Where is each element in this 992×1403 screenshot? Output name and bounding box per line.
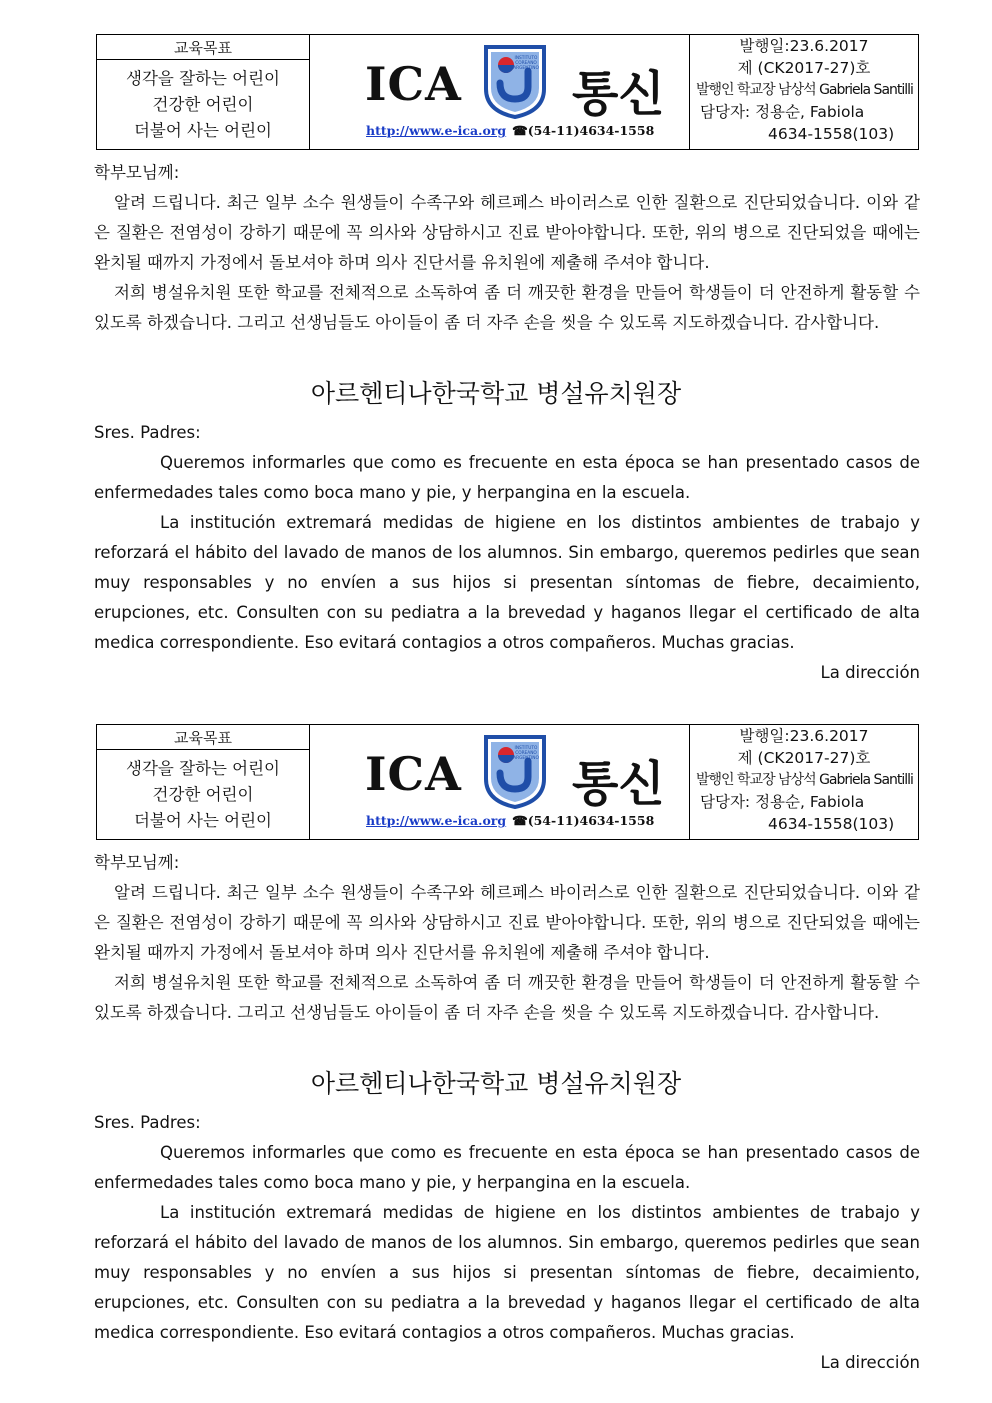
spanish-paragraph-2: La institución extremará medidas de higiene en los distintos ambientes de trabajo y reforzará el hábito del lavado de manos de los alumnos. Sin embargo, queremos pedirles que sean muy responsables y no envíen a sus hijos si presentan síntomas de fiebre, decaimiento, erupciones, etc. Consulten con su pediatra a la brevedad y haganos llegar el certificado de alta medica correspondiente. Eso evitará contagios a otros compañeros. Muchas gracias. [94, 513, 920, 652]
korean-signature: 아르헨티나한국학교 병설유치원장 [310, 1069, 682, 1098]
korean-greeting: 학부모님께: [94, 853, 180, 872]
emblem-text-3: ARGENTINO [513, 66, 539, 71]
brand-name: ICA [365, 57, 462, 111]
phone-number: ☎(54-11)4634-1558 [512, 813, 655, 828]
spanish-greeting: Sres. Padres: [94, 1113, 201, 1132]
spanish-notice [94, 418, 920, 688]
issue-info [690, 725, 919, 840]
contact-line [366, 123, 654, 138]
emblem-text-1: INSTITUTO [514, 746, 538, 751]
newsletter-header [96, 724, 919, 840]
goal-item: 건강한 어린이 [152, 94, 254, 114]
spanish-paragraph-2: La institución extremará medidas de higiene en los distintos ambientes de trabajo y reforzará el hábito del lavado de manos de los alumnos. Sin embargo, queremos pedirles que sean muy responsables y no envíen a sus hijos si presentan síntomas de fiebre, decaimiento, erupciones, etc. Consulten con su pediatra a la brevedad y haganos llegar el certificado de alta medica correspondiente. Eso evitará contagios a otros compañeros. Muchas gracias. [94, 1203, 920, 1342]
issue-number: 제 (CK2017-27)호 [737, 59, 871, 77]
korean-notice [94, 158, 920, 338]
brand-korean: 통신 [572, 756, 665, 812]
issue-number: 제 (CK2017-27)호 [737, 749, 871, 767]
publisher: 발행인 학교장 남상석 Gabriela Santilli [696, 772, 913, 788]
goal-title: 교육목표 [97, 35, 310, 60]
emblem-text-3: ARGENTINO [513, 756, 539, 761]
contact-phone: 4634-1558(103) [768, 815, 895, 833]
goal-list [97, 60, 310, 150]
goal-list [97, 750, 310, 840]
contact-person: 담당자: 정용순, Fabiola [700, 103, 865, 121]
emblem-text-2: COREANO [515, 751, 537, 756]
spanish-greeting: Sres. Padres: [94, 423, 201, 442]
goal-item: 건강한 어린이 [152, 784, 254, 804]
korean-paragraph-2: 저희 병설유치원 또한 학교를 전체적으로 소독하여 좀 더 깨끗한 환경을 만들어 학생들이 더 안전하게 활동할 수 있도록 하겠습니다. 그리고 선생님들도 아이들이 좀 더 자주 손을 씻을 수 있도록 지도하겠습니다. 감사합니다. [94, 283, 920, 332]
korean-paragraph-2: 저희 병설유치원 또한 학교를 전체적으로 소독하여 좀 더 깨끗한 환경을 만들어 학생들이 더 안전하게 활동할 수 있도록 하겠습니다. 그리고 선생님들도 아이들이 좀 더 자주 손을 씻을 수 있도록 지도하겠습니다. 감사합니다. [94, 973, 920, 1022]
korean-paragraph-1: 알려 드립니다. 최근 일부 소수 원생들이 수족구와 헤르페스 바이러스로 인한 질환으로 진단되었습니다. 이와 같은 질환은 전염성이 강하기 때문에 꼭 의사와 상담하시고 진료 받아야합니다. 또한, 위의 병으로 진단되었을 때에는 완치될 때까지 가정에서 돌보셔야 하며 의사 진단서를 유치원에 제출해 주셔야 합니다. [94, 193, 920, 272]
issue-date: 발행일:23.6.2017 [739, 727, 869, 745]
spanish-paragraph-1: Queremos informarles que como es frecuente en esta época se han presentado casos de enfermedades tales como boca mano y pie, y herpangina en la escuela. [94, 453, 920, 502]
korean-notice [94, 848, 920, 1028]
emblem-text-2: COREANO [515, 61, 537, 66]
goal-title: 교육목표 [97, 725, 310, 750]
goal-item: 더불어 사는 어린이 [133, 120, 272, 140]
brand-korean: 통신 [572, 66, 665, 122]
spanish-closing: La dirección [820, 1353, 920, 1372]
logo-cell [310, 725, 690, 840]
korean-signature: 아르헨티나한국학교 병설유치원장 [310, 379, 682, 408]
contact-line [366, 813, 654, 828]
phone-number: ☎(54-11)4634-1558 [512, 123, 655, 138]
brand-name: ICA [365, 747, 462, 801]
goal-item: 생각을 잘하는 어린이 [126, 758, 280, 778]
spanish-paragraph-1: Queremos informarles que como es frecuente en esta época se han presentado casos de enfermedades tales como boca mano y pie, y herpangina en la escuela. [94, 1143, 920, 1192]
website-link[interactable]: http://www.e-ica.org [366, 813, 507, 828]
korean-paragraph-1: 알려 드립니다. 최근 일부 소수 원생들이 수족구와 헤르페스 바이러스로 인한 질환으로 진단되었습니다. 이와 같은 질환은 전염성이 강하기 때문에 꼭 의사와 상담하시고 진료 받아야합니다. 또한, 위의 병으로 진단되었을 때에는 완치될 때까지 가정에서 돌보셔야 하며 의사 진단서를 유치원에 제출해 주셔야 합니다. [94, 883, 920, 962]
korean-greeting: 학부모님께: [94, 163, 180, 182]
goal-item: 더불어 사는 어린이 [133, 810, 272, 830]
website-link[interactable]: http://www.e-ica.org [366, 123, 507, 138]
contact-person: 담당자: 정용순, Fabiola [700, 793, 865, 811]
contact-phone: 4634-1558(103) [768, 125, 895, 143]
school-emblem-icon [482, 733, 548, 809]
publisher: 발행인 학교장 남상석 Gabriela Santilli [696, 82, 913, 98]
spanish-notice [94, 1108, 920, 1378]
school-emblem-icon [482, 43, 548, 119]
emblem-text-1: INSTITUTO [514, 56, 538, 61]
issue-date: 발행일:23.6.2017 [739, 37, 869, 55]
newsletter-header [96, 34, 919, 150]
logo-cell [310, 35, 690, 150]
issue-info [690, 35, 919, 150]
goal-item: 생각을 잘하는 어린이 [126, 68, 280, 88]
spanish-closing: La dirección [820, 663, 920, 682]
